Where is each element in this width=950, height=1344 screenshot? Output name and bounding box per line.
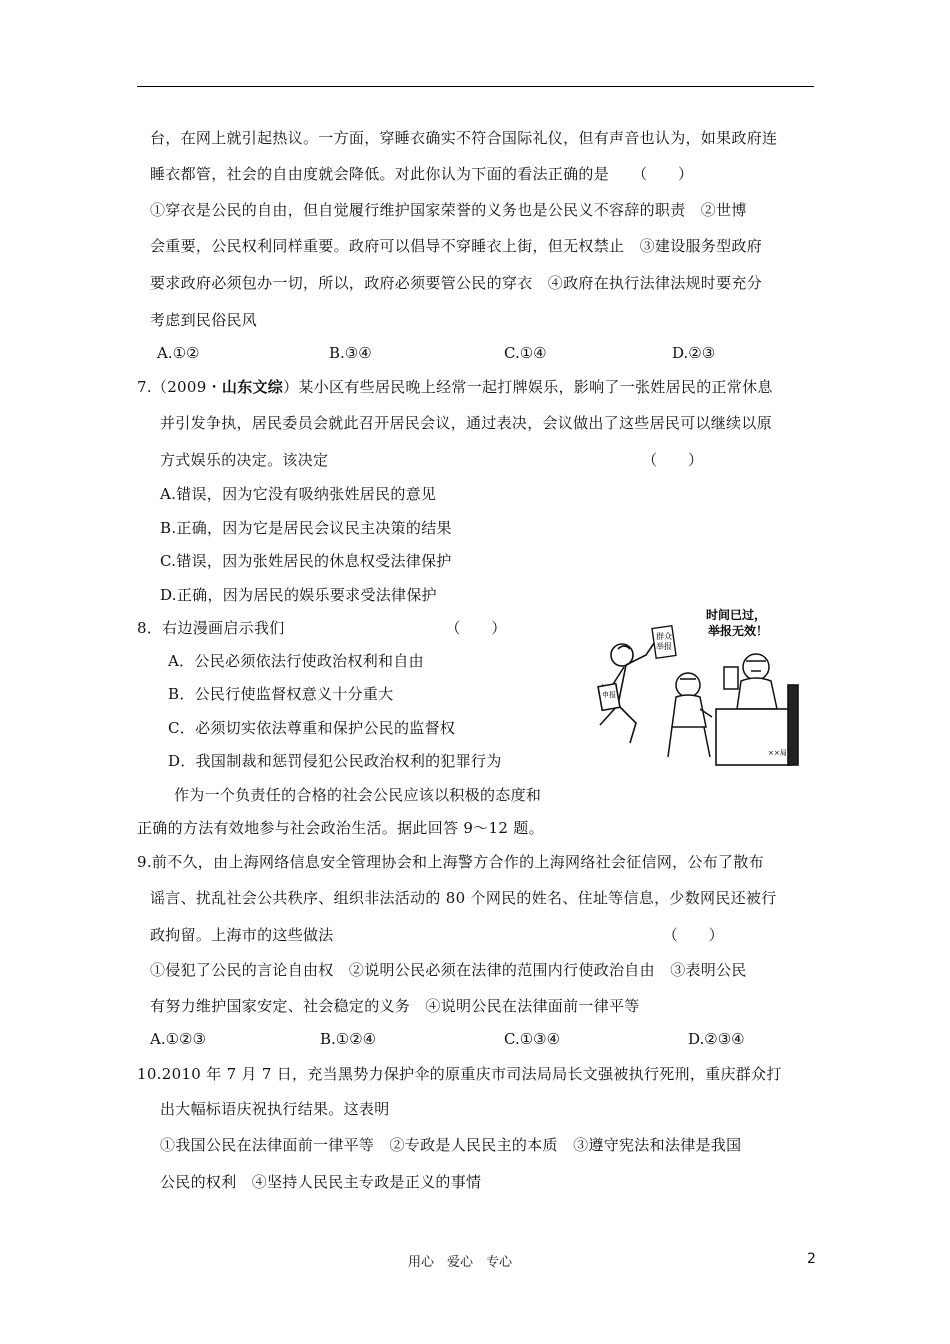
cartoon-illustration: [596, 605, 802, 771]
q7-source: 山东文综: [221, 378, 284, 396]
official: [724, 654, 777, 709]
q6-line-2: 睡衣都管，社会的自由度就会降低。对此你认为下面的看法正确的是 （ ）: [150, 165, 694, 183]
q9-choice-d: D.②③④: [688, 1030, 745, 1048]
q7-line-2: 并引发争执，居民委员会就此召开居民会议，通过表决，会议做出了这些居民可以继续以原: [160, 414, 773, 432]
q8-stem: 8．右边漫画启示我们 （ ）: [137, 619, 507, 637]
q9-line-2: 谣言、扰乱社会公共秩序、组织非法活动的 80 个网民的姓名、住址等信息，少数网民还被行: [150, 889, 777, 907]
q8-option-a: A．公民必须依法行使政治权利和自由: [168, 652, 424, 670]
q9-choice-a: A.①②③: [150, 1030, 206, 1048]
speech-line-2: 举报无效！: [708, 624, 769, 638]
intro-line-2: 正确的方法有效地参与社会政治生活。据此回答 9～12 题。: [137, 819, 544, 837]
q10-line-1: 10.2010 年 7 月 7 日，充当黑势力保护伞的原重庆市司法局局长文强被执行死刑，重庆群众打: [137, 1065, 782, 1083]
q7-option-c: C.错误，因为张姓居民的休息权受法律保护: [160, 552, 452, 570]
page-number: 2: [807, 1251, 816, 1267]
q7-option-a: A.错误，因为它没有吸纳张姓居民的意见: [160, 485, 437, 503]
q7-prefix: 7.（2009・: [137, 378, 222, 396]
desk-label: ××局: [768, 749, 787, 757]
q7-option-b: B.正确，因为它是居民会议民主决策的结果: [160, 519, 452, 537]
sign-line-1: 群众: [656, 632, 672, 641]
q7-line1-rest: ）某小区有些居民晚上经常一起打牌娱乐，影响了一张姓居民的正常休息: [283, 378, 773, 396]
q9-line-5: 有努力维护国家安定、社会稳定的义务 ④说明公民在法律面前一律平等: [150, 997, 640, 1015]
report-sign: [652, 626, 676, 658]
footer-motto: 用心 爱心 专心: [408, 1255, 513, 1270]
running-man: [598, 633, 661, 743]
q10-line-3: ①我国公民在法律面前一律平等 ②专政是人民民主的本质 ③遵守宪法和法律是我国: [160, 1136, 742, 1154]
q6-choice-c: C.①④: [504, 344, 547, 362]
cartoon-drawing: [596, 605, 802, 771]
q9-choice-c: C.①③④: [504, 1030, 561, 1048]
q6-line-4: 会重要，公民权利同样重要。政府可以倡导不穿睡衣上街，但无权禁止 ③建设服务型政府: [150, 237, 763, 255]
q6-choice-a: A.①②: [157, 344, 200, 362]
q7-line-1: [137, 377, 773, 397]
sign-line-2: 举报: [656, 642, 672, 651]
folder-label: 申报: [602, 691, 616, 699]
q8-option-d: D．我国制裁和惩罚侵犯公民政治权利的犯罪行为: [168, 752, 502, 770]
q8-option-c: C．必须切实依法尊重和保护公民的监督权: [168, 719, 456, 737]
q10-line-2: 出大幅标语庆祝执行结果。这表明: [160, 1100, 390, 1118]
q6-choice-d: D.②③: [672, 344, 716, 362]
q8-option-b: B．公民行使监督权意义十分重大: [168, 685, 394, 703]
q6-line-6: 考虑到民俗民风: [150, 311, 258, 329]
q9-choice-b: B.①②④: [320, 1030, 377, 1048]
header-rule: [137, 86, 814, 87]
q6-line-3: ①穿衣是公民的自由，但自觉履行维护国家荣誉的义务也是公民义不容辞的职责 ②世博: [150, 201, 747, 219]
q10-line-4: 公民的权利 ④坚持人民民主专政是正义的事情: [160, 1173, 482, 1191]
q7-line-3: 方式娱乐的决定。该决定 （ ）: [160, 451, 704, 469]
q6-choice-b: B.③④: [329, 344, 372, 362]
q9-line-3: 政拘留。上海市的这些做法 （ ）: [150, 926, 724, 944]
q9-line-4: ①侵犯了公民的言论自由权 ②说明公民必须在法律的范围内行使政治自由 ③表明公民: [150, 961, 747, 979]
q6-line-1: 台，在网上就引起热议。一方面，穿睡衣确实不符合国际礼仪，但有声音也认为，如果政府连: [150, 129, 778, 147]
seated-man: [668, 673, 712, 757]
intro-line-1: 作为一个负责任的合格的社会公民应该以积极的态度和: [174, 786, 542, 804]
speech-line-1: 时间已过，: [706, 608, 767, 622]
q9-line-1: 9.前不久，由上海网络信息安全管理协会和上海警方合作的上海网络社会征信网，公布了散布: [137, 853, 764, 871]
q6-line-5: 要求政府必须包办一切，所以，政府必须要管公民的穿衣 ④政府在执行法律法规时要充分: [150, 274, 763, 292]
q7-option-d: D.正确，因为居民的娱乐要求受法律保护: [160, 586, 437, 604]
